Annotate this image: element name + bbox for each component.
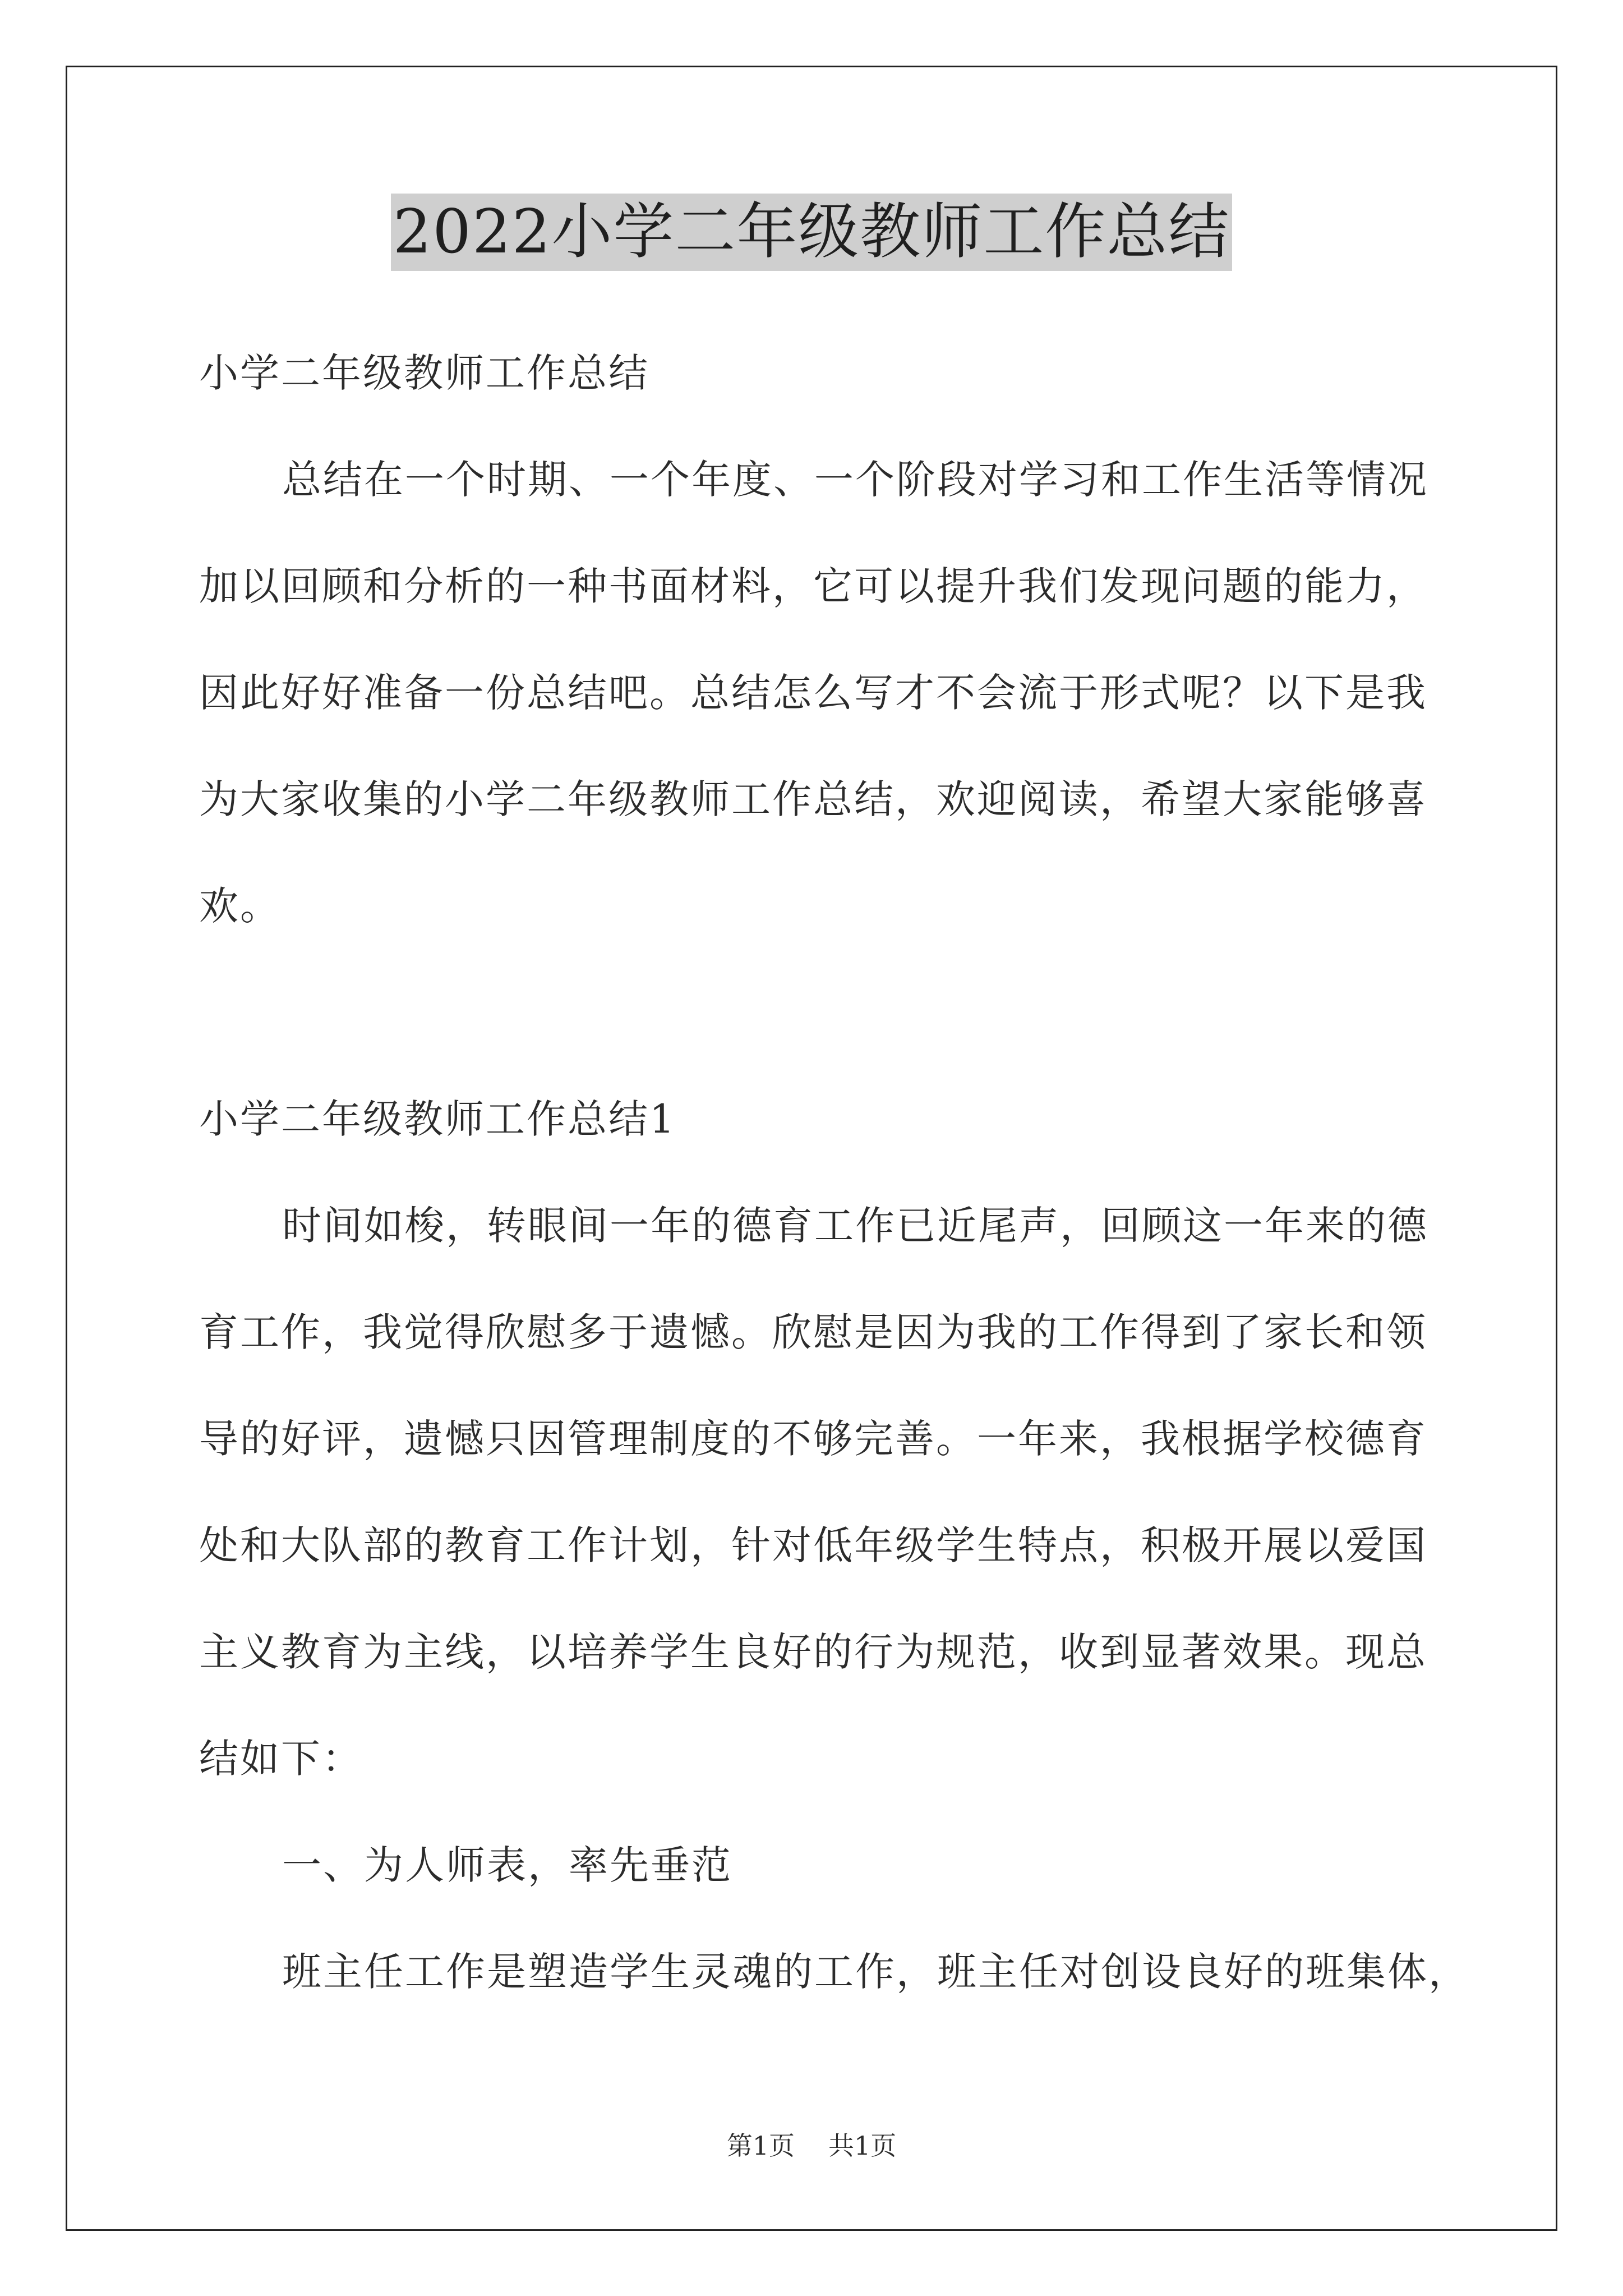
paragraph-gap <box>199 959 1438 1066</box>
title-container <box>0 194 1623 271</box>
intro-line: 因此好好准备一份总结吧。总结怎么写才不会流于形式呢？以下是我 <box>199 670 1427 716</box>
page-footer <box>0 2129 1623 2162</box>
section-line: 育工作，我觉得欣慰多于遗憾。欣慰是因为我的工作得到了家长和领 <box>199 1309 1427 1355</box>
section-line: 结如下： <box>199 1736 363 1782</box>
point-heading: 一、为人师表，率先垂范 <box>282 1842 732 1888</box>
page-number-total: 共1页 <box>828 2131 897 2161</box>
section-line: 处和大队部的教育工作计划，针对低年级学生特点，积极开展以爱国 <box>199 1522 1427 1568</box>
point-line: 班主任工作是塑造学生灵魂的工作，班主任对创设良好的班集体， <box>282 1949 1469 1995</box>
document-body <box>199 320 1469 2025</box>
subtitle: 小学二年级教师工作总结 <box>199 350 649 396</box>
section-heading: 小学二年级教师工作总结1 <box>199 1096 676 1142</box>
section-line: 导的好评，遗憾只因管理制度的不够完善。一年来，我根据学校德育 <box>199 1416 1427 1462</box>
document-title: 2022小学二年级教师工作总结 <box>391 194 1233 271</box>
intro-line: 总结在一个时期、一个年度、一个阶段对学习和工作生活等情况 <box>282 457 1428 503</box>
section-line: 主义教育为主线，以培养学生良好的行为规范，收到显著效果。现总 <box>199 1629 1427 1675</box>
section-line: 时间如梭，转眼间一年的德育工作已近尾声，回顾这一年来的德 <box>282 1203 1428 1249</box>
intro-line: 加以回顾和分析的一种书面材料，它可以提升我们发现问题的能力， <box>199 563 1427 609</box>
page-number-current: 第1页 <box>726 2131 795 2161</box>
intro-line: 欢。 <box>199 883 281 929</box>
intro-line: 为大家收集的小学二年级教师工作总结，欢迎阅读，希望大家能够喜 <box>199 776 1427 822</box>
